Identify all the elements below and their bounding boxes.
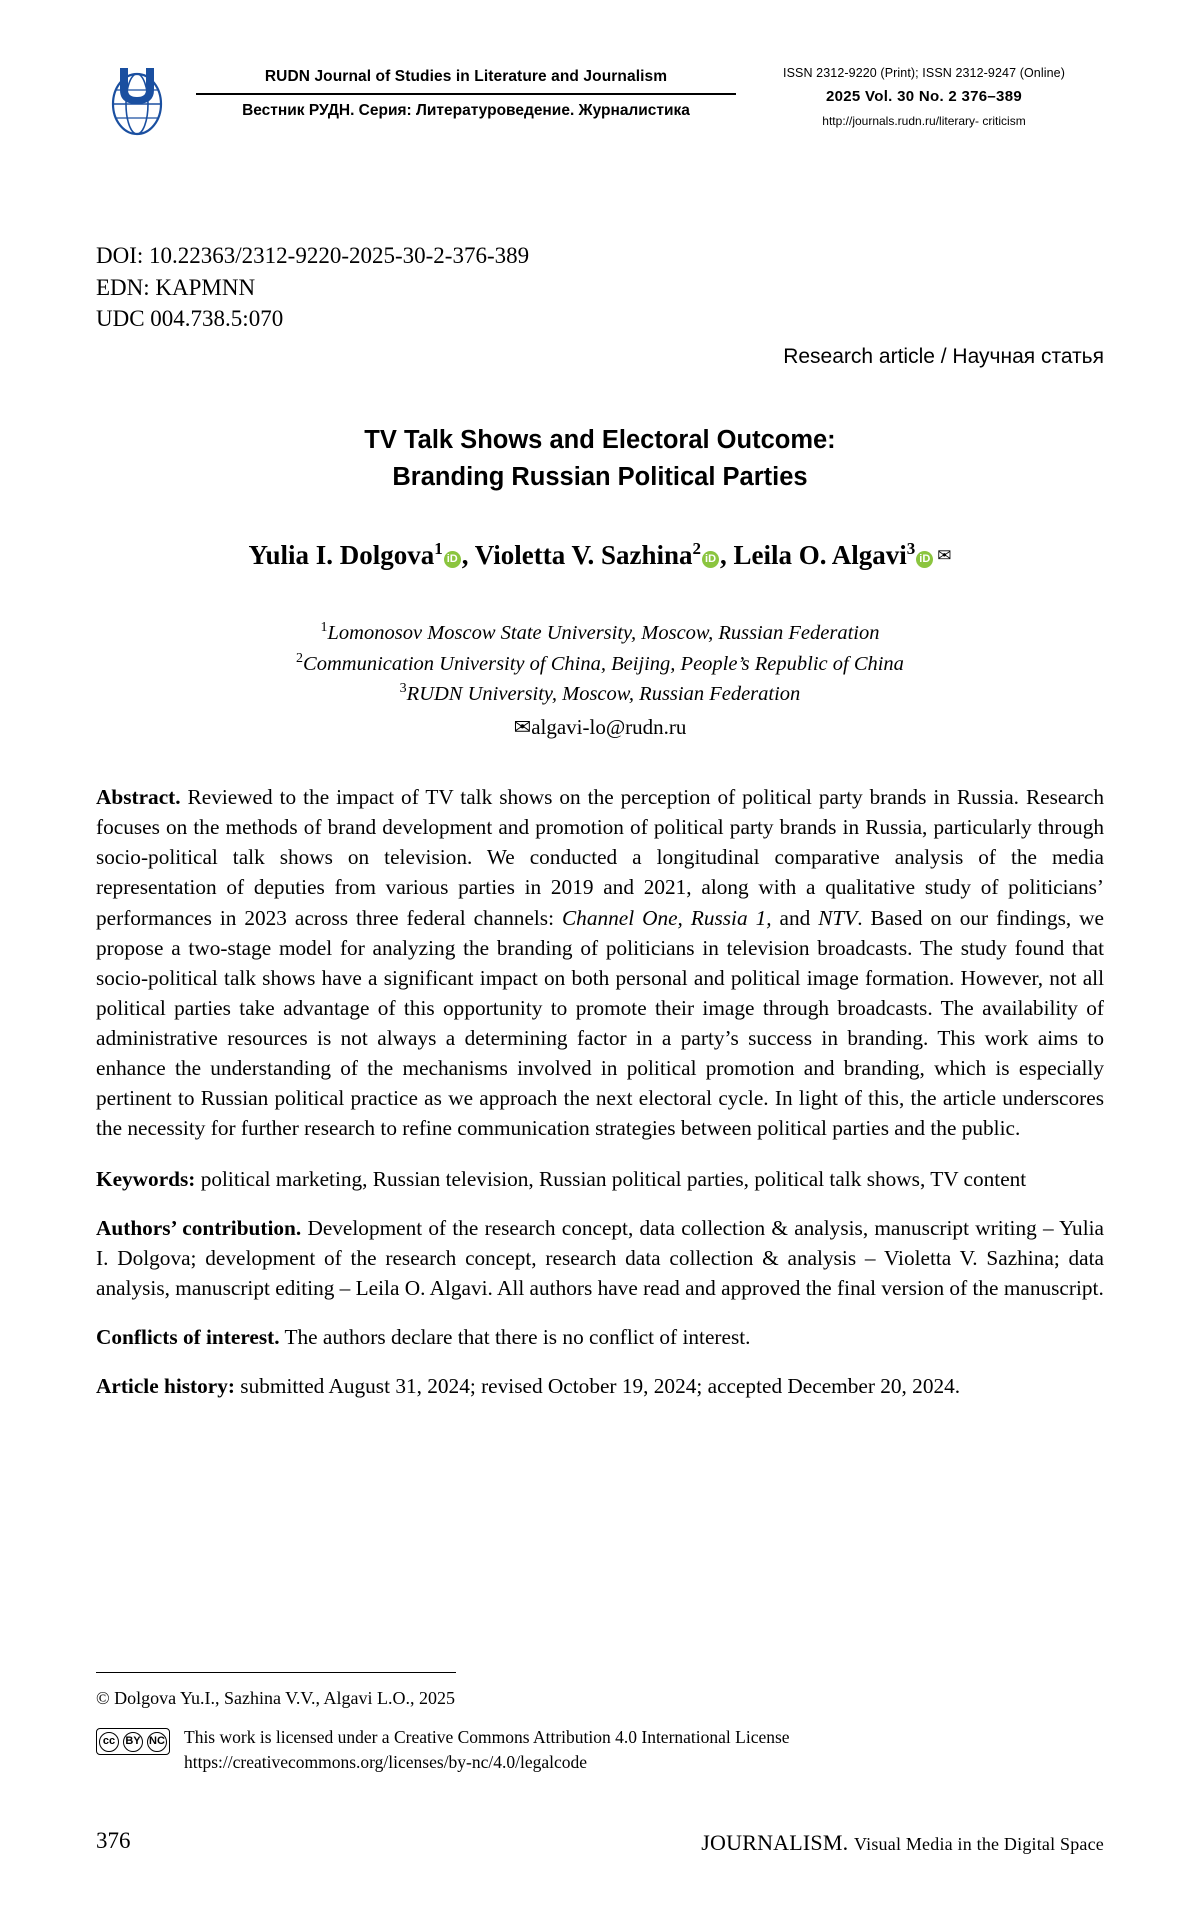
author-sep-2: , xyxy=(720,540,734,570)
affiliation-1 xyxy=(96,618,1104,649)
identifier-block xyxy=(96,240,529,335)
udc-line: UDC 004.738.5:070 xyxy=(96,306,284,332)
affiliation-3 xyxy=(96,679,1104,710)
author-name-2: Violetta V. Sazhina xyxy=(474,540,693,570)
issue-info-block xyxy=(744,66,1104,128)
journal-title-block xyxy=(196,68,736,120)
page-title xyxy=(96,422,1104,496)
abstract-italic-2: NTV xyxy=(818,905,858,930)
author-affil-ref-3: 3 xyxy=(906,539,916,558)
license-text-block xyxy=(184,1725,790,1776)
license-block xyxy=(96,1725,790,1776)
envelope-icon[interactable]: ✉ xyxy=(937,546,952,565)
doi-line[interactable]: DOI: 10.22363/2312-9220-2025-30-2-376-389 xyxy=(96,243,530,268)
affiliation-text-1: Lomonosov Moscow State University, Moscow, Russian Federation xyxy=(327,621,880,644)
affiliation-sup-2: 2 xyxy=(296,650,304,666)
author-affil-ref-1: 1 xyxy=(434,539,443,558)
author-name-1: Yulia I. Dolgova xyxy=(248,540,435,570)
cc-by-icon: BY xyxy=(123,1732,143,1752)
copyright-line: © Dolgova Yu.I., Sazhina V.V., Algavi L.O., 2025 xyxy=(96,1688,455,1708)
affiliation-sup-1: 1 xyxy=(320,620,328,635)
article-body xyxy=(96,782,1104,1420)
running-title-main: JOURNALISM. xyxy=(701,1830,855,1855)
abstract-label: Abstract. xyxy=(96,785,181,809)
contribution-text: Development of the research concept, data collection & analysis, manuscript writing – Yulia I. Dolgova; development of the research concept, research data collection & analysis – Violetta V. Sazhina; data analysis, manuscript editing – Leila O. Algavi. All authors have read and approved the final version of the manuscript. xyxy=(96,1215,1104,1300)
abstract-paragraph xyxy=(96,782,1104,1144)
masthead-divider xyxy=(196,93,736,95)
issn-line: ISSN 2312-9220 (Print); ISSN 2312-9247 (Online) xyxy=(783,66,1065,80)
affiliation-text-3: RUDN University, Moscow, Russian Federation xyxy=(406,682,801,705)
author-sep-1: , xyxy=(461,540,475,570)
journal-title-ru: Вестник РУДН. Серия: Литературоведение. Журналистика xyxy=(242,102,690,119)
running-title-rest: Visual Media in the Digital Space xyxy=(854,1834,1104,1854)
orcid-icon[interactable]: iD xyxy=(702,551,719,568)
abstract-text-1: Reviewed to the impact of TV talk shows on the perception of political party brands in Russia. Research focuses on the methods of brand development and promotion of political party brands in Russia, particularly through socio-political talk shows on television. We conducted a longitudinal comparative analysis of the media representation of deputies from various parties in 2019 and 2021, along with a qualitative study of politicians’ performances in 2023 across three federal channels: xyxy=(96,785,1104,930)
affiliation-2 xyxy=(96,649,1104,680)
cc-mark-icon: cc xyxy=(99,1732,119,1752)
creative-commons-icon[interactable] xyxy=(96,1728,170,1755)
journal-url[interactable]: http://journals.rudn.ru/literary- criticism xyxy=(822,114,1026,128)
email-text: algavi-lo@rudn.ru xyxy=(531,714,687,739)
journal-logo-icon xyxy=(104,64,170,138)
affiliation-block xyxy=(96,618,1104,742)
masthead xyxy=(96,62,1104,152)
journal-title-en: RUDN Journal of Studies in Literature and Journalism xyxy=(264,68,668,85)
title-line-2: Branding Russian Political Parties xyxy=(392,462,808,491)
affiliation-text-2: Communication University of China, Beijing, People’s Republic of China xyxy=(303,652,904,675)
page-number: 376 xyxy=(96,1828,131,1853)
author-name-3: Leila O. Algavi xyxy=(733,540,907,570)
contribution-paragraph xyxy=(96,1213,1104,1303)
keywords-label: Keywords: xyxy=(96,1166,196,1191)
history-text: submitted August 31, 2024; revised October 19, 2024; accepted December 20, 2024. xyxy=(234,1374,961,1399)
author-list xyxy=(96,539,1104,571)
envelope-icon: ✉ xyxy=(513,714,532,739)
title-line-1: TV Talk Shows and Electoral Outcome: xyxy=(364,426,836,454)
license-line-2[interactable]: https://creativecommons.org/licenses/by-nc/4.0/legalcode xyxy=(184,1752,588,1773)
conflicts-label: Conflicts of interest. xyxy=(96,1325,280,1349)
contribution-label: Authors’ contribution. xyxy=(96,1215,302,1240)
keywords-text: political marketing, Russian television, Russian political parties, political talk shows, TV content xyxy=(195,1166,1027,1191)
article-type-label: Research article / Научная статья xyxy=(783,345,1104,368)
author-affil-ref-2: 2 xyxy=(692,539,702,558)
footnote-divider xyxy=(96,1672,456,1673)
cc-nc-icon: NC xyxy=(147,1732,167,1752)
abstract-text-2: . Based on our findings, we propose a two-stage model for analyzing the branding of politicians in television broadcasts. The study found that socio-political talk shows have a significant impact on both personal and political image formation. However, not all political parties take advantage of this opportunity to promote their image through broadcasts. The availability of administrative resources is not always a determining factor in a party’s success in branding. This work aims to enhance the understanding of the mechanisms involved in political promotion and branding, which is especially pertinent to Russian political practice as we approach the next electoral cycle. In light of this, the article underscores the necessity for further research to refine communication strategies between political parties and the public. xyxy=(96,905,1104,1141)
conflicts-text: The authors declare that there is no conflict of interest. xyxy=(279,1325,751,1349)
orcid-icon[interactable]: iD xyxy=(916,551,933,568)
affiliation-sup-3: 3 xyxy=(399,681,407,697)
orcid-icon[interactable]: iD xyxy=(444,551,461,568)
running-title xyxy=(0,1830,1104,1856)
history-paragraph xyxy=(96,1371,1104,1401)
corresponding-email[interactable] xyxy=(96,712,1104,742)
edn-line: EDN: KAPMNN xyxy=(96,274,256,300)
abstract-italic-1: Channel One, Russia 1, xyxy=(561,905,772,930)
license-line-1: This work is licensed under a Creative Commons Attribution 4.0 International License xyxy=(184,1727,790,1747)
history-label: Article history: xyxy=(96,1374,235,1399)
keywords-paragraph xyxy=(96,1164,1104,1194)
issue-line: 2025 Vol. 30 No. 2 376–389 xyxy=(826,88,1022,105)
conflicts-paragraph xyxy=(96,1322,1104,1352)
abstract-mid: and xyxy=(771,905,819,930)
